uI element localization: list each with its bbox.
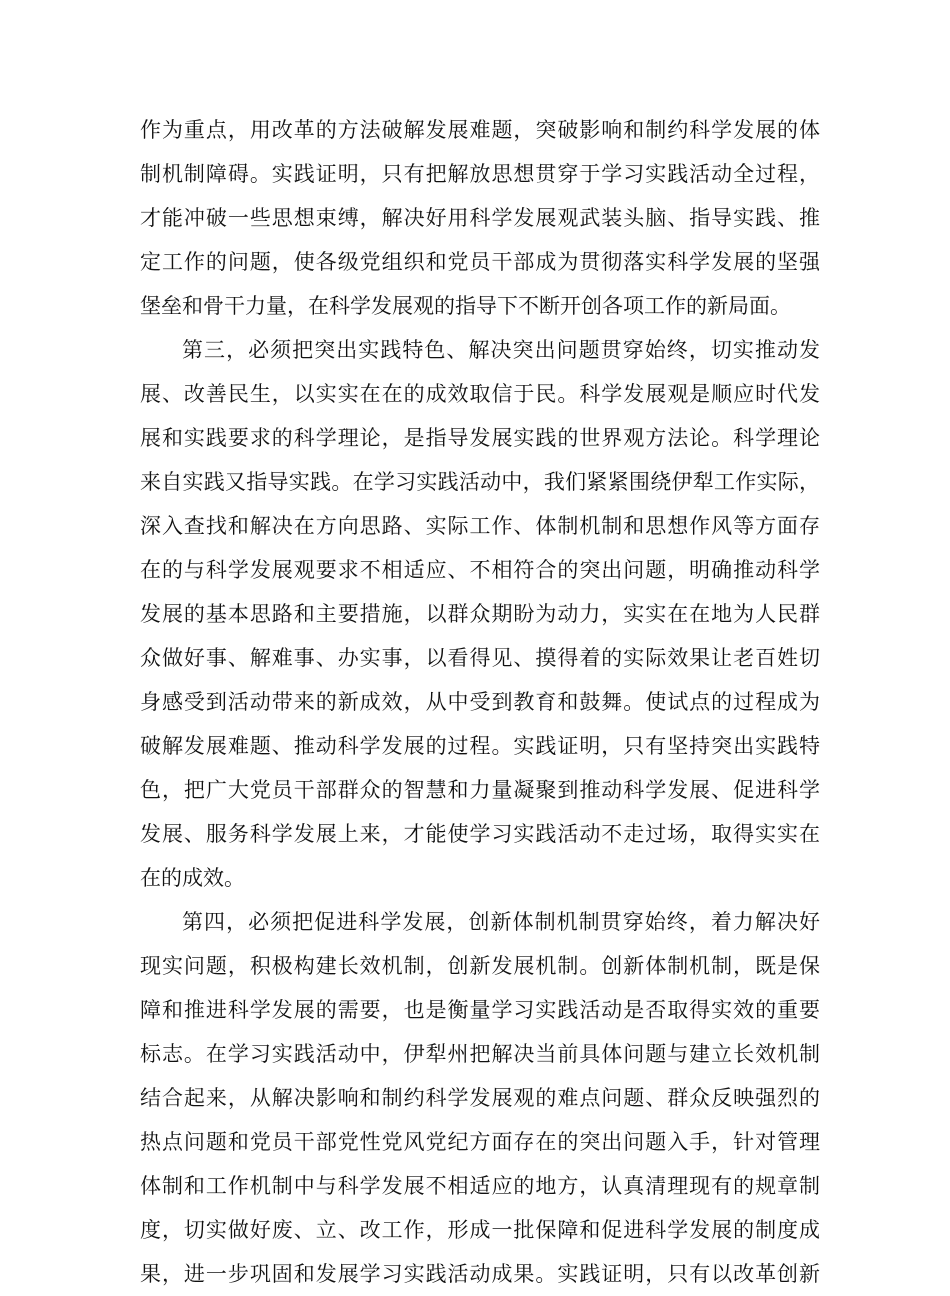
text-line: 果，进一步巩固和发展学习实践活动成果。实践证明，只有以改革创新 (140, 1262, 820, 1286)
text-line: 标志。在学习实践活动中，伊犁州把解决当前具体问题与建立长效机制 (140, 1042, 820, 1066)
text-line: 众做好事、解难事、办实事，以看得见、摸得着的实际效果让老百姓切 (140, 646, 820, 670)
text-line: 制机制障碍。实践证明，只有把解放思想贯穿于学习实践活动全过程， (140, 162, 820, 186)
body-text (140, 108, 820, 1296)
text-line: 热点问题和党员干部党性党风党纪方面存在的突出问题入手，针对管理 (140, 1130, 820, 1154)
text-line: 度，切实做好废、立、改工作，形成一批保障和促进科学发展的制度成 (140, 1218, 820, 1242)
text-line: 深入查找和解决在方向思路、实际工作、体制机制和思想作风等方面存 (140, 514, 820, 538)
text-line: 障和推进科学发展的需要，也是衡量学习实践活动是否取得实效的重要 (140, 998, 820, 1022)
text-line: 在的成效。 (140, 866, 245, 890)
text-line: 身感受到活动带来的新成效，从中受到教育和鼓舞。使试点的过程成为 (140, 690, 820, 714)
text-line: 现实问题，积极构建长效机制，创新发展机制。创新体制机制，既是保 (140, 954, 820, 978)
paragraph-first-line: 第三，必须把突出实践特色、解决突出问题贯穿始终，切实推动发 (182, 338, 820, 362)
text-line: 定工作的问题，使各级党组织和党员干部成为贯彻落实科学发展的坚强 (140, 250, 820, 274)
text-line: 发展、服务科学发展上来，才能使学习实践活动不走过场，取得实实在 (140, 822, 820, 846)
text-line: 在的与科学发展观要求不相适应、不相符合的突出问题，明确推动科学 (140, 558, 820, 582)
text-line: 堡垒和骨干力量，在科学发展观的指导下不断开创各项工作的新局面。 (140, 294, 791, 318)
text-line: 才能冲破一些思想束缚，解决好用科学发展观武装头脑、指导实践、推 (140, 206, 820, 230)
text-line: 展和实践要求的科学理论，是指导发展实践的世界观方法论。科学理论 (140, 426, 820, 450)
text-line: 发展的基本思路和主要措施，以群众期盼为动力，实实在在地为人民群 (140, 602, 820, 626)
text-line: 展、改善民生，以实实在在的成效取信于民。科学发展观是顺应时代发 (140, 382, 820, 406)
text-line: 作为重点，用改革的方法破解发展难题，突破影响和制约科学发展的体 (140, 118, 820, 142)
text-line: 结合起来，从解决影响和制约科学发展观的难点问题、群众反映强烈的 (140, 1086, 820, 1110)
text-line: 来自实践又指导实践。在学习实践活动中，我们紧紧围绕伊犁工作实际， (140, 470, 820, 494)
text-line: 色，把广大党员干部群众的智慧和力量凝聚到推动科学发展、促进科学 (140, 778, 820, 802)
text-line: 体制和工作机制中与科学发展不相适应的地方，认真清理现有的规章制 (140, 1174, 820, 1198)
paragraph-first-line: 第四，必须把促进科学发展，创新体制机制贯穿始终，着力解决好 (182, 910, 820, 934)
text-line: 破解发展难题、推动科学发展的过程。实践证明，只有坚持突出实践特 (140, 734, 820, 758)
